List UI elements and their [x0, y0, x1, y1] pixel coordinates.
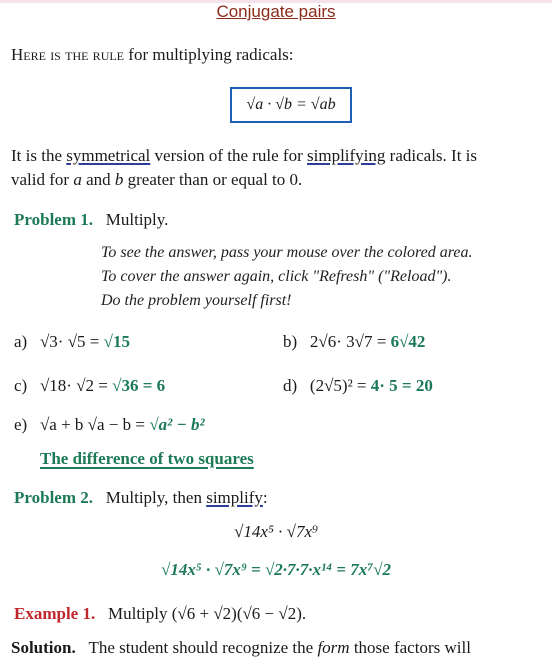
paragraph-text: and — [81, 170, 115, 189]
solution-line — [11, 638, 471, 658]
item-b — [283, 332, 425, 352]
intro-line — [11, 45, 294, 65]
item-expr: √18· √2 = — [39, 376, 113, 395]
problem1-instruction: Multiply. — [105, 210, 169, 229]
hint-line-2: To cover the answer again, click "Refresh" ("Reload"). — [101, 268, 452, 285]
intro-rest: for multiplying radicals: — [124, 45, 294, 64]
paragraph-text: valid for — [11, 170, 74, 189]
item-letter: e) — [14, 415, 28, 434]
solution-form-word: form — [317, 638, 350, 657]
problem2-colon: : — [262, 488, 268, 507]
rule-formula: √a · √b = √ab — [246, 96, 336, 113]
problem2-text: Multiply, then — [105, 488, 207, 507]
item-letter: c) — [14, 376, 28, 395]
difference-of-squares-link[interactable]: The difference of two squares — [40, 449, 254, 468]
example1-line — [14, 604, 306, 624]
variable-b: b — [114, 170, 124, 189]
item-e — [14, 415, 205, 435]
page-title[interactable]: Conjugate pairs — [216, 2, 336, 21]
example1-label: Example 1. — [14, 604, 96, 623]
paragraph-text: radicals. It is — [385, 146, 478, 165]
item-expr: √3· √5 = — [39, 332, 104, 351]
answer-d[interactable]: 4· 5 = 20 — [370, 376, 433, 395]
example1-text: Multiply (√6 + √2)(√6 − √2). — [107, 604, 307, 623]
item-expr: (2√5)² = — [309, 376, 371, 395]
answer-e[interactable]: √a² − b² — [149, 415, 205, 434]
paragraph-line-2 — [11, 170, 302, 190]
problem2-heading — [14, 488, 268, 508]
solution-text: The student should recognize the — [88, 638, 318, 657]
answer-c[interactable]: √36 = 6 — [112, 376, 166, 395]
intro-lead: Here is the rule — [11, 45, 125, 64]
item-d — [283, 376, 433, 396]
link-symmetrical[interactable]: symmetrical — [66, 146, 151, 165]
variable-a: a — [73, 170, 82, 189]
paragraph-line-1 — [11, 146, 477, 166]
solution-text: those factors will — [349, 638, 471, 657]
problem1-label: Problem 1. — [14, 210, 94, 229]
answer-a[interactable]: √15 — [103, 332, 130, 351]
hint-line-3: Do the problem yourself first! — [101, 292, 292, 309]
link-simplify[interactable]: simplify — [206, 488, 263, 507]
hint-line-1: To see the answer, pass your mouse over the colored area. — [101, 244, 473, 261]
link-simplifying[interactable]: simplifying — [307, 146, 386, 165]
item-letter: a) — [14, 332, 28, 351]
problem2-answer[interactable]: √14x⁵ · √7x⁹ = √2·7·7·x¹⁴ = 7x⁷√2 — [161, 560, 391, 579]
item-letter: b) — [283, 332, 298, 351]
solution-label: Solution. — [11, 638, 76, 657]
problem2-label: Problem 2. — [14, 488, 94, 507]
item-expr: 2√6· 3√7 = — [309, 332, 391, 351]
problem2-given: √14x⁵ · √7x⁹ — [234, 522, 318, 541]
item-letter: d) — [283, 376, 298, 395]
problem1-heading — [14, 210, 168, 230]
rule-formula-box — [230, 87, 352, 123]
item-c — [14, 376, 165, 396]
answer-b[interactable]: 6√42 — [390, 332, 426, 351]
paragraph-text: version of the rule for — [150, 146, 308, 165]
item-a — [14, 332, 130, 352]
paragraph-text: It is the — [11, 146, 67, 165]
paragraph-text: greater than or equal to 0. — [123, 170, 303, 189]
item-expr: √a + b √a − b = — [39, 415, 150, 434]
